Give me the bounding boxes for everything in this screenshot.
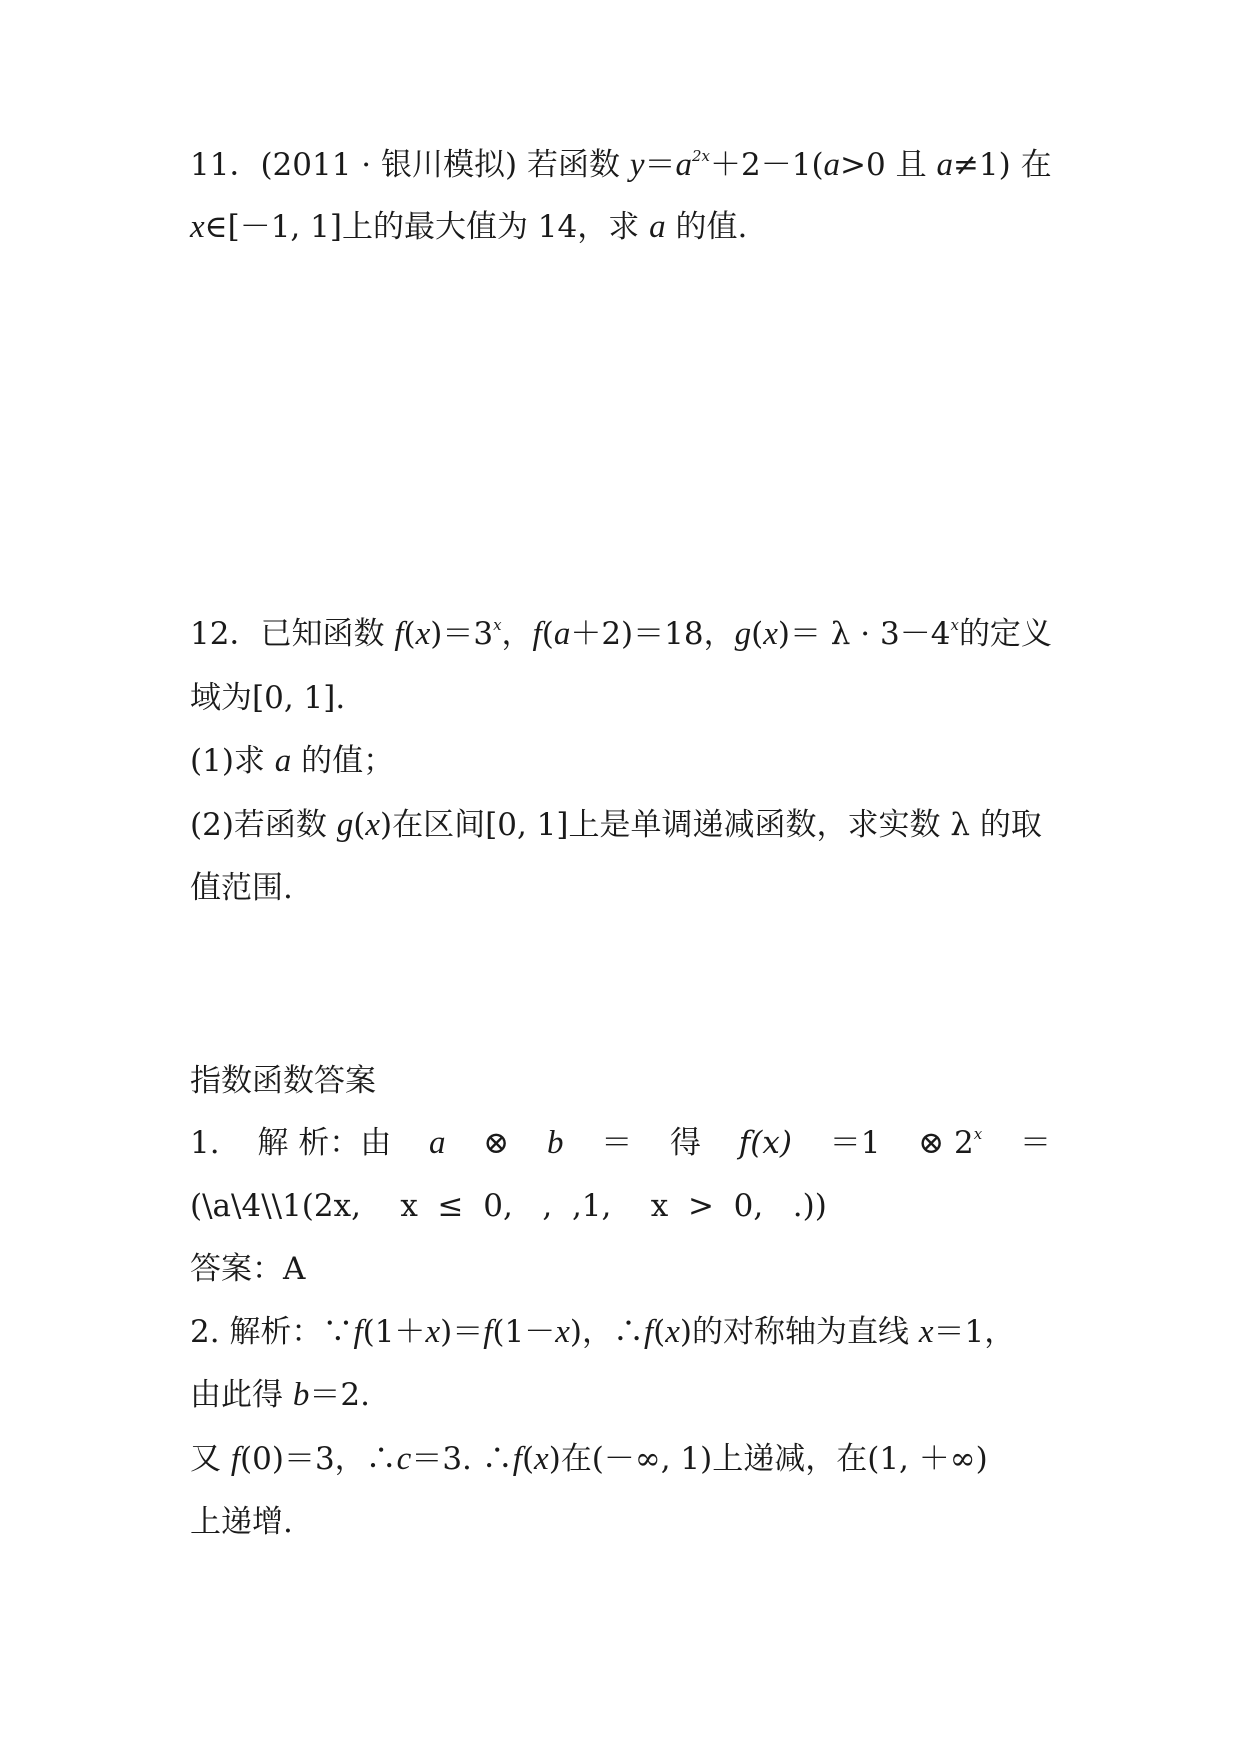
q12-var-a: a <box>274 743 292 779</box>
answer-1-line-1 <box>190 1123 1051 1163</box>
answer-1-result: 答案：A <box>190 1251 306 1287</box>
answer-2-text: ( <box>521 1441 535 1477</box>
q12-text: (2)若函数 <box>190 807 337 843</box>
answer-1-text: ⊗ 2 <box>918 1125 974 1161</box>
q11-var-x: x <box>190 209 205 245</box>
q12-text: )在区间[0, 1]上是单调递减函数，求实数 λ 的取 <box>380 807 1042 843</box>
q12-text: 的值； <box>291 743 395 779</box>
q12-text: ， <box>501 616 533 652</box>
answer-2-text: 又 <box>190 1441 231 1477</box>
answer-2-var-x: x <box>918 1314 934 1350</box>
answer-2-text: ＝2. <box>309 1377 370 1413</box>
q11-var-a: a <box>936 147 953 183</box>
q11-var-a: a <box>675 147 692 183</box>
answer-2-var-x: x <box>425 1314 441 1350</box>
answer-2-text: (0)＝3，∴ <box>240 1441 397 1477</box>
answer-2-var-f: f <box>230 1441 241 1477</box>
answer-2-var-f: f <box>353 1314 363 1350</box>
answer-1-var-b: b <box>546 1125 564 1161</box>
q11-var-a: a <box>823 147 841 183</box>
q12-var-a: a <box>553 616 571 652</box>
answer-2-line-3 <box>190 1439 988 1479</box>
answer-2-text: (1＋ <box>362 1314 426 1350</box>
q12-var-f: f <box>532 616 542 652</box>
q11-source: (2011 · 银川模拟) <box>260 147 518 183</box>
q11-number: 11． <box>190 147 261 183</box>
q11-text: ＋2－1( <box>710 147 824 183</box>
q11-var-y: y <box>629 147 645 183</box>
answer-1-text: ＝1 <box>829 1125 881 1161</box>
q11-line-1 <box>190 145 1052 185</box>
answer-2-text: )＝ <box>440 1314 484 1350</box>
answer-1-text: 得 <box>670 1125 702 1161</box>
answer-1-exponent: x <box>973 1125 983 1143</box>
q12-text: (1)求 <box>190 743 275 779</box>
answer-2-text: ＝3. ∴ <box>411 1441 513 1477</box>
answer-2-text: ＝1， <box>933 1314 1016 1350</box>
q12-text: ( <box>353 807 366 843</box>
answer-2-line-4: 上递增. <box>190 1504 293 1540</box>
answers-title: 指数函数答案 <box>190 1063 376 1099</box>
q12-line-5: 值范围. <box>190 870 293 906</box>
q12-var-f: f <box>394 616 404 652</box>
q11-var-a: a <box>649 209 666 245</box>
answer-1-line-2: (\a\4\\1(2x, x ≤ 0, , ,1, x > 0, .)) <box>190 1188 827 1224</box>
answer-2-line-1 <box>190 1312 1015 1352</box>
answer-1-fx: f(x) <box>738 1125 792 1161</box>
q12-var-g: g <box>336 807 354 843</box>
answer-2-var-x: x <box>534 1441 549 1477</box>
q12-var-x: x <box>365 807 381 843</box>
q11-text: >0 且 <box>840 147 937 183</box>
q11-text: ≠1) 在 <box>952 147 1052 183</box>
answer-2-line-2 <box>190 1375 370 1415</box>
q12-var-x: x <box>763 616 778 652</box>
q12-part-1 <box>190 741 394 781</box>
q11-line-2 <box>190 207 747 247</box>
q12-part-2 <box>190 805 1042 845</box>
q12-var-x: x <box>415 616 431 652</box>
q12-text: ( <box>403 616 416 652</box>
answer-2-var-b: b <box>292 1377 310 1413</box>
answer-2-text: 2. 解析：∵ <box>190 1314 354 1350</box>
answer-2-var-f: f <box>512 1441 522 1477</box>
answer-2-text: 由此得 <box>190 1377 293 1413</box>
answer-1-term <box>918 1123 982 1163</box>
q11-text: 若函数 <box>526 147 620 183</box>
q12-line-1 <box>190 614 1052 654</box>
answer-2-var-c: c <box>396 1441 412 1477</box>
q11-text: ＝ <box>644 147 676 183</box>
answer-1-text: ＝ <box>601 1125 633 1161</box>
otimes-symbol: ⊗ <box>483 1125 510 1161</box>
q12-text: )＝ λ · 3－4 <box>777 616 951 652</box>
q11-text: ∈[－1, 1]上的最大值为 14，求 <box>204 209 650 245</box>
q12-text: 的定义 <box>958 616 1052 652</box>
answer-2-var-x: x <box>665 1314 680 1350</box>
answer-2-text: )在(－∞, 1)上递减，在(1, ＋∞) <box>548 1441 988 1477</box>
answer-2-text: )，∴ <box>569 1314 644 1350</box>
q12-var-g: g <box>734 616 752 652</box>
answer-2-var-x: x <box>555 1314 570 1350</box>
answer-2-text: ( <box>653 1314 666 1350</box>
q12-text: ( <box>751 616 764 652</box>
q12-text: )＝3 <box>430 616 494 652</box>
answer-1-text: ＝ <box>1020 1125 1051 1161</box>
answer-2-var-f: f <box>643 1314 654 1350</box>
q12-exponent: x <box>950 616 959 634</box>
answer-1-var-a: a <box>428 1125 446 1161</box>
q12-text: ＋2)＝18， <box>570 616 735 652</box>
answer-2-text: )的对称轴为直线 <box>679 1314 919 1350</box>
answer-1-number: 1. <box>190 1125 220 1161</box>
q12-exponent: x <box>493 616 502 634</box>
answer-2-text: (1－ <box>492 1314 556 1350</box>
q12-line-2: 域为[0, 1]. <box>190 680 346 716</box>
q11-exponent: 2x <box>691 147 710 165</box>
answer-1-text: 解 析：由 <box>257 1125 392 1161</box>
answer-2-var-f: f <box>483 1314 493 1350</box>
q12-text: ( <box>541 616 554 652</box>
q11-text: 的值. <box>665 209 748 245</box>
q12-number: 12．已知函数 <box>190 616 395 652</box>
